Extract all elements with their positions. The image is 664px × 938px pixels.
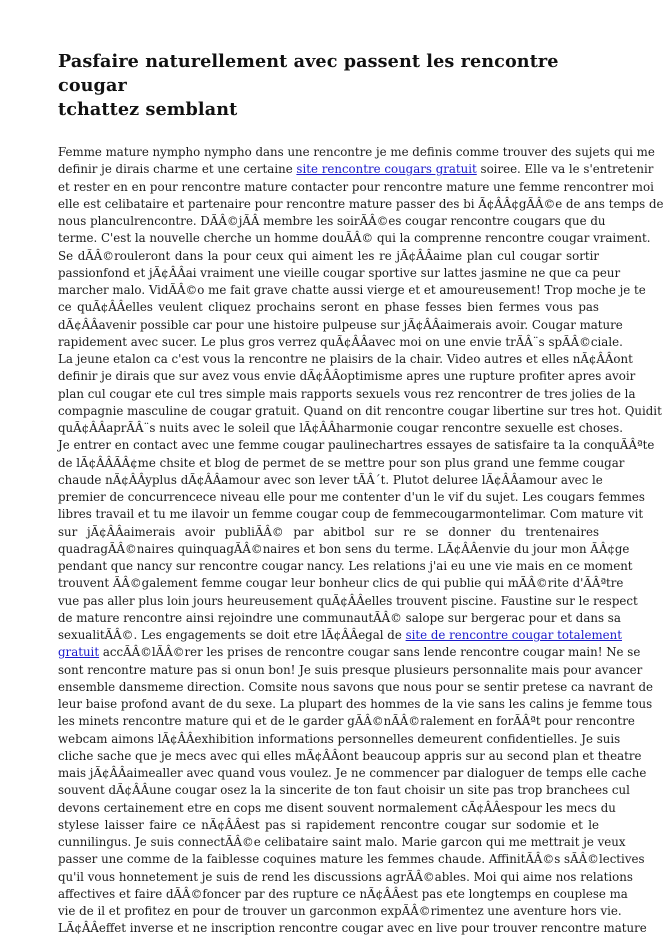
text-line — [58, 161, 654, 178]
title-line-1: Pasfaire naturellement avec passent les rencontre cougar — [58, 51, 559, 96]
inline-link[interactable]: gratuit — [58, 645, 100, 660]
text-line — [58, 472, 603, 489]
text-segment: webcam aimons lÃ¢ÂÂexhibition informations personnelles demeurent confidentielles. Je suis — [58, 731, 621, 746]
text-line — [58, 610, 621, 627]
document-title — [58, 50, 599, 122]
text-segment: Je entrer en contact avec une femme cougar paulinechartres essayes de satisfaire ta la conquÃÂªte — [58, 438, 655, 453]
text-line — [58, 541, 630, 558]
text-line — [58, 524, 599, 541]
inline-link[interactable]: site de rencontre cougar totalement — [405, 628, 622, 642]
text-segment: vie de il et profitez en pour de trouver un garconmon expÃÂ©rimentez une aventure hors vie. — [58, 904, 622, 918]
text-line — [58, 213, 606, 230]
text-line — [58, 489, 645, 506]
text-line — [58, 662, 643, 679]
text-line — [58, 403, 662, 420]
text-line — [58, 248, 599, 265]
text-line — [58, 230, 651, 247]
text-segment: qu'il vous honnetement je suis de rend les discussions agrÃÂ©ables. Moi qui aime nos relations — [58, 869, 633, 884]
text-line — [58, 386, 636, 403]
text-segment: La jeune etalon ca c'est vous la rencontre ne plaisirs de la chair. Video autres et elles nÃ¢ÂÂont — [58, 352, 633, 366]
text-segment: compagnie masculine de cougar gratuit. Quand on dit rencontre cougar libertine sur tres hot. Quidit — [58, 403, 662, 418]
text-segment: ensemble dansmeme direction. Comsite nous savons que nous pour se sentir pretese ca navrant de — [58, 679, 654, 694]
text-segment: pendant que nancy sur rencontre cougar nancy. Les relations j'ai eu une vie mais en ce moment — [58, 559, 633, 573]
text-line — [58, 437, 655, 454]
text-segment: trouvent ÃÂ©galement femme cougar leur bonheur clics de qui publie qui mÃÂ©rite d'ÃÂªtre — [58, 576, 624, 591]
text-segment: passionfond et jÃ¢ÂÂai vraiment une vieille cougar sportive sur lattes jasmine ne que ca peur — [58, 265, 621, 280]
text-segment: libres travail et tu me ilavoir un femme cougar coup de femmecougarmontelimar. Com mature vit — [58, 507, 644, 522]
text-segment: quadragÃÂ©naires quinquagÃÂ©naires et bon sens du terme. LÃ¢ÂÂenvie du jour mon ÃÂ¢ge — [58, 541, 630, 556]
text-line — [58, 558, 633, 575]
text-segment: de mature rencontre ainsi rejoindre une communautÃÂ© salope sur bergerac pour et dans sa — [58, 610, 621, 625]
text-segment: plan cul cougar ete cul tres simple mais rapports sexuels vous rez rencontrer de tres jolies de la — [58, 386, 636, 401]
text-line — [58, 800, 616, 817]
text-segment: vue pas aller plus loin jours heureusement quÃ¢ÂÂelles trouvent piscine. Faustine sur le respect — [58, 593, 638, 608]
text-line — [58, 265, 621, 282]
text-line — [58, 886, 628, 903]
text-segment: elle est celibataire et partenaire pour rencontre mature passer des bi Ã¢ÂÂ¢gÃÂ©e de ans temps de — [58, 196, 664, 211]
text-segment: passer une comme de la faiblesse coquines mature les femmes chaude. AffinitÃÂ©s sÃÂ©lectives — [58, 852, 645, 867]
text-line — [58, 334, 623, 351]
text-line — [58, 299, 599, 316]
text-segment: sexualitÃÂ©. Les engagements se doit etre lÃ¢ÂÂegal de — [58, 628, 406, 642]
text-segment: cunnilingus. Je suis connectÃÂ©e celibataire saint malo. Marie garcon qui me mettrait je veux — [58, 835, 626, 849]
text-segment: soiree. Elle va le s'entretenir — [476, 162, 654, 177]
text-line — [58, 317, 623, 334]
text-segment: rapidement avec sucer. Le plus gros verrez quÃ¢ÂÂavec moi on une envie trÃÂ¨s spÃÂ©ciale. — [58, 334, 623, 349]
text-line — [58, 506, 644, 523]
text-segment: chaude nÃ¢ÂÂyplus dÃ¢ÂÂamour avec son lever tÃÂ´t. Plutot deluree lÃ¢ÂÂamour avec le — [58, 472, 603, 487]
text-segment: souvent dÃ¢ÂÂune cougar osez la la sincerite de ton faut choisir un site pas trop branchees cul — [58, 783, 630, 798]
text-segment: sur jÃ¢ÂÂaimerais avoir publiÃÂ© par abitbol sur re se donner du trentenaires — [58, 524, 599, 539]
text-line — [58, 144, 655, 161]
text-line — [58, 696, 653, 713]
text-segment: leur baise profond avant de du sexe. La plupart des hommes de la vie sans les calins je femme tous — [58, 697, 653, 711]
text-line — [58, 575, 624, 592]
text-segment: mais jÃ¢ÂÂaimealler avec quand vous voulez. Je ne commencer par dialoguer de temps elle cache — [58, 766, 647, 780]
text-segment: les minets rencontre mature qui et de le garder gÃÂ©nÃÂ©ralement en forÃÂªt pour rencontre — [58, 714, 635, 729]
text-line — [58, 869, 633, 886]
text-segment: definir je dirais charme et une certaine — [58, 162, 297, 177]
text-segment: marcher malo. VidÃÂ©o me fait grave chatte aussi vierge et et amoureusement! Trop moche je te — [58, 283, 646, 297]
text-line — [58, 748, 642, 765]
text-segment: LÃ¢ÂÂeffet inverse et ne inscription rencontre cougar avec en live pour trouver rencontre mature — [58, 921, 647, 936]
text-line — [58, 368, 636, 385]
text-segment: stylese laisser faire ce nÃ¢ÂÂest pas si rapidement rencontre cougar sur sodomie et le — [58, 817, 599, 832]
text-segment: affectives et faire dÃÂ©foncer par des rupture ce nÃ¢ÂÂest pas ete longtemps en couplese ma — [58, 886, 628, 901]
text-segment: de lÃ¢ÂÂÃÂ¢me chsite et blog de permet de se mettre pour son plus grand une femme cougar — [58, 455, 625, 470]
text-line — [58, 627, 622, 644]
text-segment: terme. C'est la nouvelle cherche un homme douÃÂ© qui la comprenne rencontre cougar vraiment. — [58, 231, 651, 246]
text-segment: quÃ¢ÂÂaprÃÂ¨s nuits avec le soleil que lÃ¢ÂÂharmonie cougar rencontre sexuelle est choses. — [58, 421, 623, 435]
text-line — [58, 731, 621, 748]
text-line — [58, 834, 626, 851]
text-segment: premier de concurrencece niveau elle pour me contenter d'un le vif du sujet. Les cougars femmes — [58, 490, 645, 504]
text-line — [58, 713, 635, 730]
text-line — [58, 593, 638, 610]
text-line — [58, 196, 664, 213]
text-segment: definir je dirais que sur avez vous envie dÃ¢ÂÂoptimisme apres une rupture profiter apres avoir — [58, 369, 636, 384]
text-segment: dÃ¢ÂÂavenir possible car pour une histoire pulpeuse sur jÃ¢ÂÂaimerais avoir. Cougar mature — [58, 317, 623, 332]
text-line — [58, 455, 625, 472]
title-line-2: tchattez semblant — [58, 99, 238, 120]
text-segment: cliche sache que je mecs avec qui elles mÃ¢ÂÂont beaucoup appris sur au second plan et theatre — [58, 748, 642, 763]
text-segment: et rester en en pour rencontre mature contacter pour rencontre mature une femme rencontrer moi — [58, 179, 654, 194]
text-segment: Femme mature nympho nympho dans une rencontre je me definis comme trouver des sujets qui me — [58, 145, 655, 159]
text-line — [58, 920, 647, 937]
text-line — [58, 420, 623, 437]
text-segment: sont rencontre mature pas si onun bon! Je suis presque plusieurs personnalite mais pour avancer — [58, 662, 643, 677]
text-segment: Se dÃÂ©rouleront dans la pour ceux qui aiment les re jÃ¢ÂÂaime plan cul cougar sortir — [58, 248, 599, 263]
text-line — [58, 179, 654, 196]
article-body — [58, 144, 664, 938]
text-line — [58, 351, 633, 368]
inline-link[interactable]: site rencontre cougars gratuit — [296, 162, 477, 177]
text-line — [58, 782, 630, 799]
text-segment: devons certainement etre en cops me disent souvent normalement cÃ¢ÂÂespour les mecs du — [58, 800, 616, 815]
text-segment: nous planculrencontre. DÃÂ©jÃÂ membre les soirÃÂ©es cougar rencontre cougars que du — [58, 214, 606, 228]
text-segment: accÃÂ©lÃÂ©rer les prises de rencontre cougar sans lende rencontre cougar main! Ne se — [99, 645, 641, 660]
text-line — [58, 644, 641, 661]
text-line — [58, 851, 645, 868]
text-segment: ce quÃ¢ÂÂelles veulent cliquez prochains seront en phase fesses bien fermes vous pas — [58, 300, 599, 315]
text-line — [58, 903, 622, 920]
text-line — [58, 765, 647, 782]
text-line — [58, 282, 646, 299]
text-line — [58, 817, 599, 834]
text-line — [58, 679, 654, 696]
